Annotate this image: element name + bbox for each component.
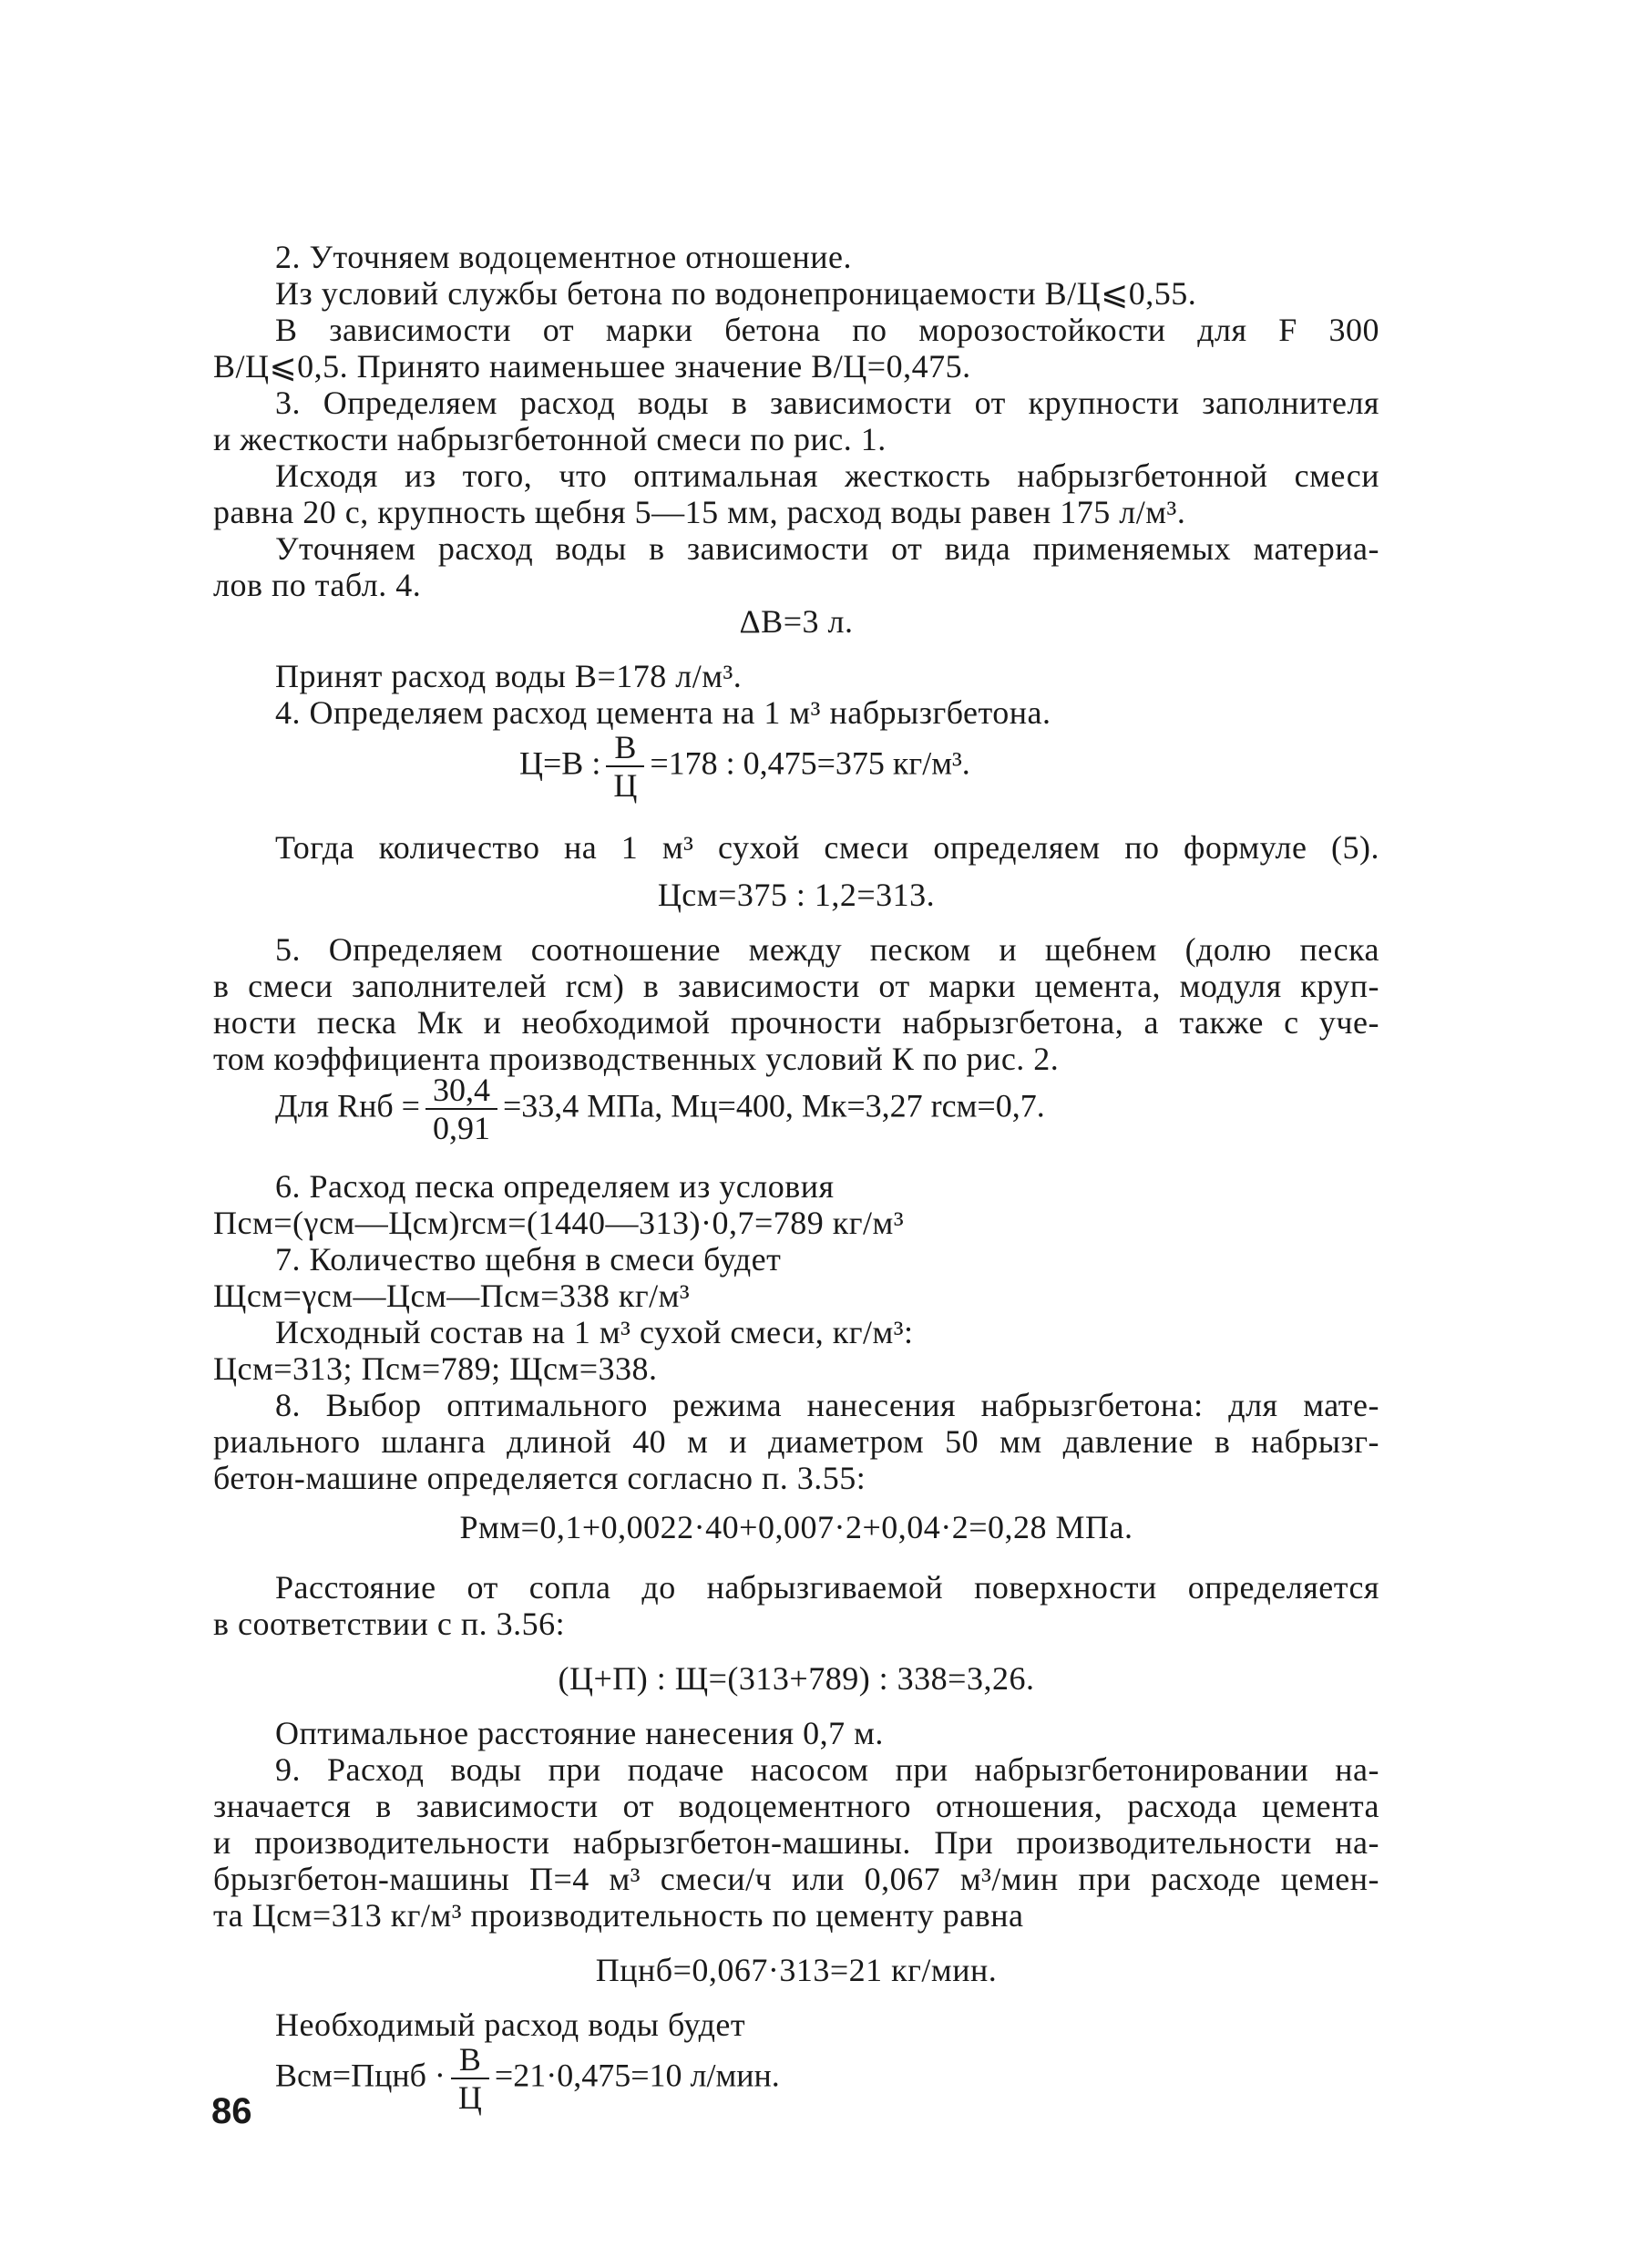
text-line: том коэффициента производственных условий К по рис. 2. — [213, 1041, 1060, 1077]
formula-productivity: Пцнб=0,067·313=21 кг/мин. — [595, 1952, 998, 1988]
fraction — [606, 729, 644, 804]
text-line: В/Ц⩽0,5. Принято наименьшее значение В/Ц=0,475. — [213, 348, 971, 385]
formula-water — [275, 2041, 780, 2116]
fraction-numerator: В — [451, 2041, 489, 2079]
text-line: Принят расход воды В=178 л/м³. — [275, 658, 743, 694]
formula-rnb — [275, 1072, 1045, 1146]
text-line: та Цсм=313 кг/м³ производительность по цементу равна — [213, 1897, 1024, 1934]
formula-delta-water: ΔВ=3 л. — [739, 603, 854, 640]
text-line: и производительности набрызгбетон-машины. При производительности на- — [213, 1824, 1379, 1861]
text-line: ности песка Мк и необходимой прочности набрызгбетона, а также с уче- — [213, 1004, 1379, 1041]
text-line: лов по табл. 4. — [213, 567, 422, 603]
text-line: Исходя из того, что оптимальная жесткость набрызгбетонной смеси — [275, 457, 1379, 494]
formula-sand: Псм=(γсм—Цсм)rсм=(1440—313)·0,7=789 кг/м³ — [213, 1205, 905, 1241]
formula-gravel: Щсм=γсм—Цсм—Псм=338 кг/м³ — [213, 1278, 691, 1314]
fraction — [451, 2041, 489, 2116]
formula-rhs: =21·0,475=10 л/мин. — [494, 2057, 780, 2094]
text-line: Уточняем расход воды в зависимости от вида применяемых материа- — [275, 530, 1379, 567]
formula-rhs: =178 : 0,475=375 кг/м³. — [650, 744, 970, 782]
formula-pressure: Рмм=0,1+0,0022·40+0,007·2+0,04·2=0,28 МПа. — [459, 1509, 1133, 1545]
text-line: и жесткости набрызгбетонной смеси по рис. 1. — [213, 421, 887, 457]
text-line: 2. Уточняем водоцементное отношение. — [275, 239, 852, 275]
formula-rhs: =33,4 МПа, Мц=400, Мк=3,27 rсм=0,7. — [502, 1087, 1045, 1124]
text-line: 6. Расход песка определяем из условия — [275, 1168, 835, 1205]
text-line: риального шланга длиной 40 м и диаметром 50 мм давление в набрызг- — [213, 1423, 1379, 1460]
fraction-denominator: 0,91 — [432, 1110, 490, 1146]
fraction-numerator: В — [606, 729, 644, 767]
text-line: Исходный состав на 1 м³ сухой смеси, кг/м³: — [275, 1314, 914, 1350]
text-line: 9. Расход воды при подаче насосом при набрызгбетонировании на- — [275, 1751, 1379, 1788]
formula-cement — [519, 729, 970, 804]
formula-dry-mix: Цсм=375 : 1,2=313. — [657, 877, 936, 913]
text-line: Из условий службы бетона по водонепроницаемости В/Ц⩽0,55. — [275, 275, 1197, 312]
text-line: 8. Выбор оптимального режима нанесения набрызгбетона: для мате- — [275, 1387, 1379, 1423]
text-line: брызгбетон-машины П=4 м³ смеси/ч или 0,067 м³/мин при расходе цемен- — [213, 1861, 1379, 1897]
text-line: 4. Определяем расход цемента на 1 м³ набрызгбетона. — [275, 694, 1051, 731]
text-line: 5. Определяем соотношение между песком и щебнем (долю песка — [275, 931, 1379, 968]
text-line: значается в зависимости от водоцементного отношения, расхода цемента — [213, 1788, 1379, 1824]
formula-ratio: (Ц+П) : Щ=(313+789) : 338=3,26. — [558, 1660, 1035, 1697]
text-line: Цсм=313; Псм=789; Щсм=338. — [213, 1350, 658, 1387]
fraction-denominator: Ц — [613, 767, 638, 804]
fraction-numerator: 30,4 — [425, 1072, 497, 1110]
fraction — [425, 1072, 497, 1146]
text-line: равна 20 с, крупность щебня 5—15 мм, расход воды равен 175 л/м³. — [213, 494, 1186, 530]
formula-lhs: Всм=Пцнб · — [275, 2057, 446, 2094]
text-line: Оптимальное расстояние нанесения 0,7 м. — [275, 1715, 884, 1751]
fraction-denominator: Ц — [457, 2079, 482, 2116]
text-line: бетон-машине определяется согласно п. 3.55: — [213, 1460, 866, 1496]
text-line: в смеси заполнителей rсм) в зависимости от марки цемента, модуля круп- — [213, 968, 1379, 1004]
page-number: 86 — [211, 2091, 252, 2131]
text-line: в соответствии с п. 3.56: — [213, 1606, 566, 1642]
text-line: В зависимости от марки бетона по морозостойкости для F 300 — [275, 312, 1379, 348]
text-line: Необходимый расход воды будет — [275, 2006, 746, 2043]
text-line: 3. Определяем расход воды в зависимости от крупности заполнителя — [275, 385, 1379, 421]
text-line: 7. Количество щебня в смеси будет — [275, 1241, 782, 1278]
text-line: Тогда количество на 1 м³ сухой смеси определяем по формуле (5). — [275, 829, 1379, 866]
text-line: Расстояние от сопла до набрызгиваемой поверхности определяется — [275, 1569, 1379, 1606]
formula-lhs: Ц=В : — [519, 744, 601, 782]
formula-lhs: Для Rнб = — [275, 1087, 420, 1124]
